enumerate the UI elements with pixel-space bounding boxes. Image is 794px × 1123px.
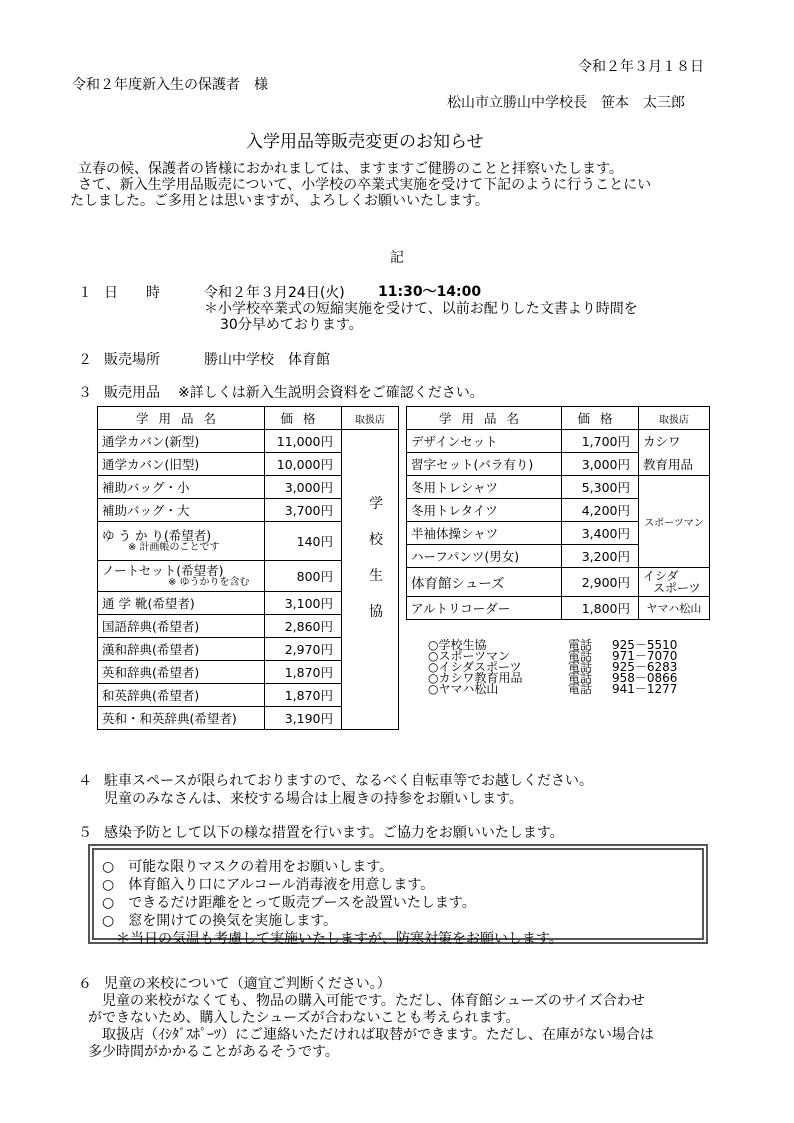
item3-number: ３ xyxy=(78,385,92,401)
store-name: ヤマハ松山 xyxy=(639,597,710,620)
store-char: 校 xyxy=(369,532,383,548)
item-name: 通学カバン(旧型) xyxy=(98,453,265,476)
item-name: 補助バッグ・小 xyxy=(98,476,265,499)
right-supplies-table xyxy=(406,406,710,620)
item-price: 140円 xyxy=(265,522,342,561)
item-name: 補助バッグ・大 xyxy=(98,499,265,522)
item-name: ハーフパンツ(男女) xyxy=(407,545,562,568)
contact-label: 電話 xyxy=(568,660,593,674)
item-price: 11,000円 xyxy=(265,430,342,453)
contact-label: 電話 xyxy=(568,682,593,696)
item-price: 3,000円 xyxy=(562,453,639,476)
store-char: 学 xyxy=(369,496,383,512)
item-price: 1,870円 xyxy=(265,661,342,684)
item-name: 冬用トレタイツ xyxy=(407,499,562,522)
item3-label: 販売用品 xyxy=(104,385,160,401)
item-name-with-note xyxy=(98,561,265,592)
measure-item: ○ 体育館入り口にアルコール消毒液を用意します。 xyxy=(102,877,435,893)
store-contacts xyxy=(428,640,677,695)
sender: 松山市立勝山中学校長 笹本 太三郎 xyxy=(447,95,685,111)
contact-name: ○学校生協 xyxy=(428,638,487,652)
item-name: 英和・和英辞典(希望者) xyxy=(98,707,265,730)
item6-line: 多少時間がかかることがあるそうです。 xyxy=(88,1044,339,1060)
table-row xyxy=(407,453,710,476)
addressee: 令和２年度新入生の保護者 様 xyxy=(72,77,268,93)
item-price: 3,400円 xyxy=(562,522,639,545)
header-store: 取扱店 xyxy=(342,407,399,430)
store-name: スポーツ xyxy=(653,581,701,595)
contact-phone: 958－0866 xyxy=(612,671,678,685)
item-price: 3,200円 xyxy=(562,545,639,568)
contact-name: ○スポーツマン xyxy=(428,649,510,663)
item6-number: ６ xyxy=(78,976,92,992)
item-name: アルトリコーダー xyxy=(407,597,562,620)
item1-date: 令和２年３月24日(火) xyxy=(204,285,345,301)
item-name: 通学カバン(新型) xyxy=(98,430,265,453)
header-price: 価格 xyxy=(265,407,342,430)
item-subnote: ※ 計画帳のことです xyxy=(128,542,220,553)
table-row xyxy=(407,597,710,620)
contact-name: ○カシワ教育用品 xyxy=(428,671,523,685)
contact-phone: 941－1277 xyxy=(612,682,678,696)
item1-label: 日 時 xyxy=(104,285,160,301)
contact-label: 電話 xyxy=(568,649,593,663)
item-name-with-note xyxy=(98,522,265,561)
item5-number: ５ xyxy=(78,825,92,841)
contact-name: ○ヤマハ松山 xyxy=(428,682,499,696)
item2-value: 勝山中学校 体育館 xyxy=(204,352,330,368)
item-price: 3,700円 xyxy=(265,499,342,522)
contact-phone: 925－5510 xyxy=(612,638,678,652)
measure-item: ○ 可能な限りマスクの着用をお願いします。 xyxy=(102,859,394,875)
item-name: 習字セット(バラ有り) xyxy=(407,453,562,476)
measure-item: ○ 窓を開けての換気を実施します。 xyxy=(102,913,338,929)
item-price: 3,000円 xyxy=(265,476,342,499)
item2-number: ２ xyxy=(78,352,92,368)
item1-number: １ xyxy=(78,285,92,301)
intro-line: たしました。ご多用とは思いますが、よろしくお願いいたします。 xyxy=(70,193,489,209)
store-name: イシダ xyxy=(643,569,679,583)
table-row xyxy=(407,476,710,499)
contact-row xyxy=(428,684,677,695)
item-price: 3,190円 xyxy=(265,707,342,730)
item-price: 2,900円 xyxy=(562,568,639,597)
item-subnote: ※ ゆうかりを含む xyxy=(168,576,250,588)
item6-line: ができないため、購入したシューズが合わないことも考えられます。 xyxy=(88,1010,520,1026)
document-date: 令和２年３月１８日 xyxy=(578,59,704,75)
store-name-ishida xyxy=(639,568,710,597)
item-price: 1,700円 xyxy=(562,430,639,453)
intro-paragraph xyxy=(70,161,740,209)
header-item: 学用品名 xyxy=(98,407,265,430)
table-row xyxy=(407,430,710,453)
item-price: 800円 xyxy=(265,561,342,592)
item6-line: 取扱店（ｲｼﾀﾞｽﾎﾟｰﾂ）にご連絡いただければ取替ができます。ただし、在庫がない場合は xyxy=(88,1027,654,1043)
item-price: 3,100円 xyxy=(265,592,342,615)
infection-measures-box xyxy=(88,844,708,947)
item3-note: ※詳しくは新入生説明会資料をご確認ください。 xyxy=(178,385,484,401)
intro-line: 立春の候、保護者の皆様におかれましては、ますますご健勝のことと拝察いたします。 xyxy=(78,161,623,177)
item-name: 漢和辞典(希望者) xyxy=(98,638,265,661)
item4-line: 駐車スペースが限られておりますので、なるべく自転車等でお越しください。 xyxy=(104,773,594,789)
table-row xyxy=(98,430,399,453)
item-name: ノートセット(希望者) xyxy=(102,562,224,578)
store-school-coop xyxy=(351,486,401,630)
contact-phone: 925－6283 xyxy=(612,660,678,674)
item4-line: 児童のみなさんは、来校する場合は上履きの持参をお願いします。 xyxy=(104,791,523,807)
item5-line: 感染予防として以下の様な措置を行います。ご協力をお願いいたします。 xyxy=(104,825,564,841)
contact-label: 電話 xyxy=(568,638,593,652)
item4-number: ４ xyxy=(78,773,92,789)
measure-note: ＊当日の気温も考慮して実施いたしますが、防寒対策をお願いします。 xyxy=(102,931,563,947)
item2-label: 販売場所 xyxy=(104,352,160,368)
ki-heading: 記 xyxy=(390,250,404,266)
measure-item: ○ できるだけ距離をとって販売ブースを設置いたします。 xyxy=(102,895,476,911)
table-row xyxy=(407,568,710,597)
contact-phone: 971－7070 xyxy=(612,649,678,663)
item-name: 英和辞典(希望者) xyxy=(98,661,265,684)
store-sportsman: スポーツマン xyxy=(639,476,710,568)
item1-note: 30分早めております。 xyxy=(220,317,363,333)
store-char: 生 xyxy=(369,568,383,584)
item-price: 2,970円 xyxy=(265,638,342,661)
item1-note: ＊小学校卒業式の短縮実施を受けて、以前お配りした文書より時間を xyxy=(204,301,638,317)
contact-name: ○イシダスポーツ xyxy=(428,660,522,674)
store-name: 教育用品 xyxy=(639,453,710,476)
item-name: 半袖体操シャツ xyxy=(407,522,562,545)
item-price: 10,000円 xyxy=(265,453,342,476)
item-name: 通 学 靴(希望者) xyxy=(98,592,265,615)
item-name: 国語辞典(希望者) xyxy=(98,615,265,638)
item-price: 5,300円 xyxy=(562,476,639,499)
item-name: 和英辞典(希望者) xyxy=(98,684,265,707)
item-name: デザインセット xyxy=(407,430,562,453)
item-price: 1,800円 xyxy=(562,597,639,620)
item6-line: 児童の来校について（適宜ご判断ください。） xyxy=(104,976,391,992)
document-title: 入学用品等販売変更のお知らせ xyxy=(246,132,484,152)
item-name: 体育館シューズ xyxy=(407,568,562,597)
item-price: 4,200円 xyxy=(562,499,639,522)
header-price: 価格 xyxy=(562,407,639,430)
item-name: 冬用トレシャツ xyxy=(407,476,562,499)
item-name: ゆ う か り(希望者) xyxy=(102,528,212,543)
item-price: 2,860円 xyxy=(265,615,342,638)
store-char: 協 xyxy=(369,604,383,620)
contact-label: 電話 xyxy=(568,671,593,685)
item6-line: 児童の来校がなくても、物品の購入可能です。ただし、体育館シューズのサイズ合わせ xyxy=(88,993,645,1009)
store-name: カシワ xyxy=(639,430,710,453)
header-item: 学用品名 xyxy=(407,407,562,430)
header-store: 取扱店 xyxy=(639,407,710,430)
item1-time: 11:30～14:00 xyxy=(378,284,482,300)
intro-line: さて、新入生学用品販売について、小学校の卒業式実施を受けて下記のように行うことにい xyxy=(78,177,652,193)
item-price: 1,870円 xyxy=(265,684,342,707)
